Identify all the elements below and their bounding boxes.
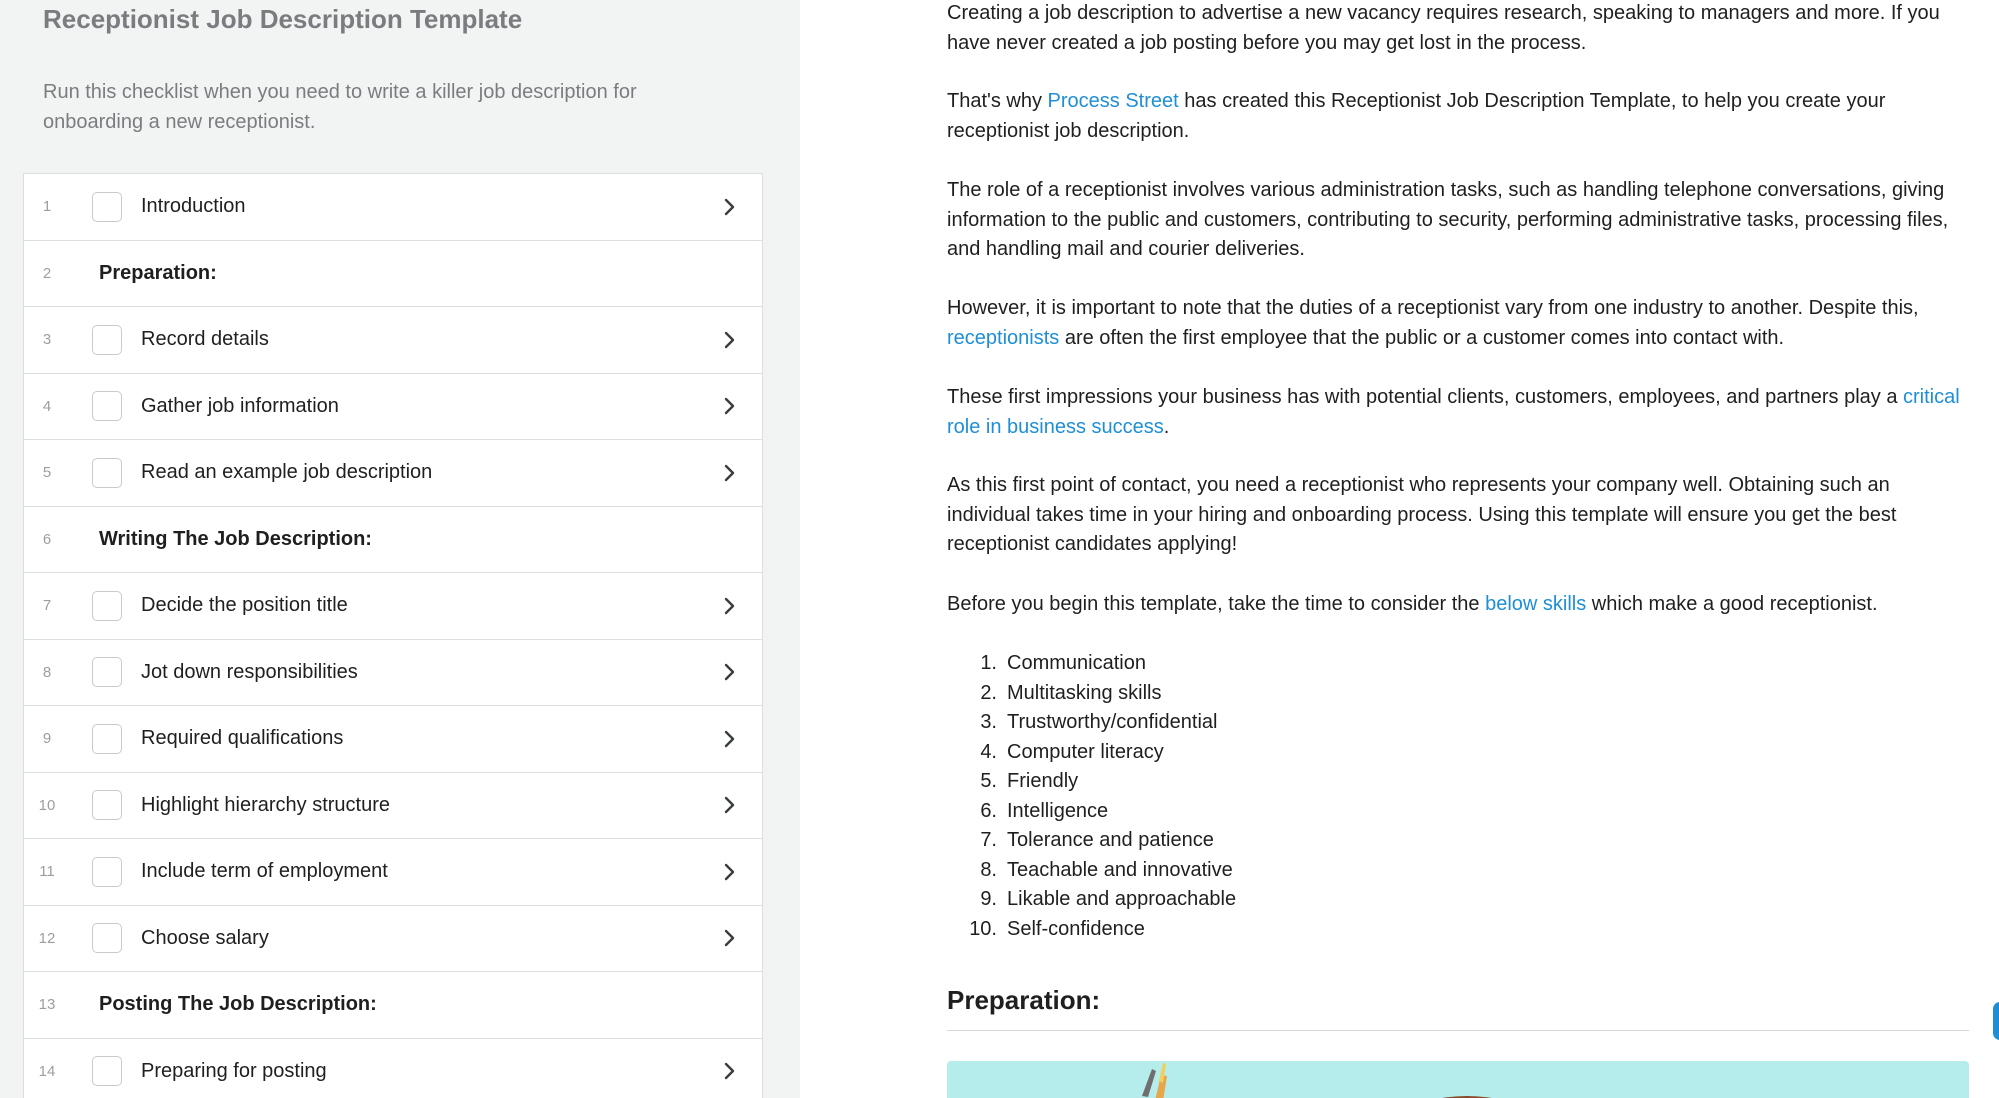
task-section-heading[interactable] — [24, 241, 762, 308]
chevron-right-icon[interactable] — [718, 927, 740, 949]
chevron-right-icon[interactable] — [718, 728, 740, 750]
task-label: Choose salary — [141, 926, 269, 949]
skill-item — [947, 708, 1236, 738]
skill-label: Intelligence — [1007, 799, 1109, 822]
task-label: Introduction — [141, 195, 246, 218]
task-checkbox[interactable] — [92, 1056, 122, 1086]
skill-number: 7. — [980, 829, 997, 851]
below-skills-link[interactable]: below skills — [1485, 593, 1587, 615]
skill-label: Self-confidence — [1007, 917, 1145, 940]
chevron-right-icon[interactable] — [718, 794, 740, 816]
task-row[interactable] — [24, 440, 762, 507]
text-span: which make a good receptionist. — [1586, 593, 1878, 615]
task-checkbox[interactable] — [92, 790, 122, 820]
task-label: Jot down responsibilities — [141, 660, 358, 683]
skill-item — [947, 826, 1236, 856]
section-heading-label: Writing The Job Description: — [99, 527, 372, 550]
task-row[interactable] — [24, 374, 762, 441]
checklist-sidebar — [0, 0, 800, 1098]
task-label: Decide the position title — [141, 594, 348, 617]
critical-role-link[interactable]: critical role in business success — [947, 386, 1960, 438]
skill-label: Multitasking skills — [1007, 681, 1162, 704]
checklist-title: Receptionist Job Description Template — [43, 4, 523, 34]
section-heading: Preparation: — [947, 985, 1101, 1015]
skill-number: 4. — [980, 740, 997, 763]
skill-label: Teachable and innovative — [1007, 858, 1233, 881]
task-number: 9 — [42, 730, 52, 748]
skill-label: Friendly — [1007, 770, 1079, 792]
skill-number: 5. — [980, 770, 997, 792]
task-checkbox[interactable] — [92, 325, 122, 355]
text-span: are often the first employee that the public or a customer comes into contact with. — [1059, 326, 1785, 349]
skill-number: 6. — [980, 799, 997, 822]
skills-list — [947, 649, 1236, 944]
chevron-right-icon[interactable] — [718, 1060, 740, 1082]
task-row[interactable] — [24, 307, 762, 374]
skill-item — [947, 797, 1236, 827]
text-span: These first impressions your business has with potential clients, customers, employees, and partners play a — [947, 386, 1903, 408]
text-span: Before you begin this template, take the time to consider the — [947, 593, 1486, 615]
task-checkbox[interactable] — [92, 458, 122, 488]
task-section-heading[interactable] — [24, 972, 762, 1039]
task-number: 6 — [42, 530, 52, 548]
illustration-graphic — [947, 1061, 1969, 1098]
task-row[interactable] — [24, 906, 762, 973]
process-street-link[interactable]: Process Street — [1047, 90, 1179, 112]
intro-paragraph-6: As this first point of contact, you need a receptionist who represents your company well. Obtaining such an individual takes time in your hiring and onboarding process. Using this template will ensure you get the best receptionist candidates applying! — [947, 474, 1897, 555]
intro-paragraph-3: The role of a receptionist involves various administration tasks, such as handling telephone conversations, giving information to the public and customers, contributing to security, performing administrative tasks, processing files, and handling mail and courier deliveries. — [947, 179, 1949, 260]
text-span: However, it is important to note that the duties of a receptionist vary from one industry to another. Despite this, — [947, 297, 1919, 319]
task-row[interactable] — [24, 573, 762, 640]
task-number: 2 — [42, 264, 52, 282]
checklist-description: Run this checklist when you need to write a killer job description for onboarding a new receptionist. — [43, 81, 637, 133]
task-row[interactable] — [24, 706, 762, 773]
skill-item — [947, 767, 1236, 797]
task-number: 5 — [42, 464, 52, 482]
chevron-right-icon[interactable] — [718, 395, 740, 417]
task-label: Include term of employment — [141, 860, 388, 883]
skill-item — [947, 738, 1236, 768]
task-number: 4 — [42, 397, 52, 415]
intro-paragraph-4 — [947, 294, 1977, 353]
task-number: 1 — [42, 198, 52, 216]
task-number: 14 — [38, 1062, 56, 1080]
task-row[interactable] — [24, 839, 762, 906]
chevron-right-icon[interactable] — [718, 462, 740, 484]
skill-number: 1. — [980, 652, 997, 674]
task-label: Required qualifications — [141, 727, 344, 750]
chevron-right-icon[interactable] — [718, 861, 740, 883]
task-row[interactable] — [24, 640, 762, 707]
skill-number: 10. — [969, 917, 997, 940]
task-checkbox[interactable] — [92, 591, 122, 621]
task-label: Read an example job description — [141, 461, 433, 484]
task-checkbox[interactable] — [92, 192, 122, 222]
task-checkbox[interactable] — [92, 657, 122, 687]
skill-label: Tolerance and patience — [1007, 829, 1214, 851]
task-row[interactable] — [24, 773, 762, 840]
skill-item — [947, 679, 1236, 709]
section-heading-label: Preparation: — [99, 261, 217, 284]
skill-number: 3. — [980, 711, 997, 733]
task-number: 11 — [39, 863, 55, 881]
task-label: Highlight hierarchy structure — [141, 793, 390, 816]
intro-paragraph-5 — [947, 383, 1969, 442]
task-section-heading[interactable] — [24, 507, 762, 574]
task-number: 8 — [42, 663, 52, 681]
task-number: 3 — [42, 331, 52, 349]
task-label: Gather job information — [141, 394, 339, 417]
task-row[interactable] — [24, 174, 762, 241]
task-checkbox[interactable] — [92, 724, 122, 754]
skill-label: Communication — [1007, 652, 1146, 674]
skill-item — [947, 885, 1236, 915]
chevron-right-icon[interactable] — [718, 196, 740, 218]
skill-label: Likable and approachable — [1007, 888, 1237, 910]
task-number: 7 — [42, 597, 52, 615]
skill-number: 9. — [980, 888, 997, 910]
intro-paragraph-1: Creating a job description to advertise a new vacancy requires research, speaking to managers and more. If you have never created a job posting before you may get lost in the process. — [947, 2, 1940, 54]
intro-paragraph-7 — [947, 590, 1969, 620]
task-label: Record details — [141, 328, 269, 351]
task-checkbox[interactable] — [92, 391, 122, 421]
skill-item — [947, 915, 1236, 945]
chevron-right-icon[interactable] — [718, 329, 740, 351]
chevron-right-icon[interactable] — [718, 661, 740, 683]
task-content — [947, 0, 1969, 1098]
skill-number: 8. — [980, 858, 997, 881]
task-number: 10 — [38, 796, 56, 814]
text-span: . — [1163, 415, 1170, 438]
task-number: 13 — [38, 996, 56, 1014]
receptionists-link[interactable]: receptionists — [947, 326, 1060, 349]
task-checkbox[interactable] — [92, 923, 122, 953]
skill-label: Trustworthy/confidential — [1007, 711, 1218, 733]
intro-paragraph-2 — [947, 87, 1969, 146]
section-divider — [947, 1030, 1969, 1031]
skill-item — [947, 856, 1236, 886]
task-list — [23, 173, 763, 1098]
preparation-illustration — [947, 1061, 1969, 1098]
task-number: 12 — [38, 929, 56, 947]
skill-label: Computer literacy — [1007, 740, 1164, 763]
task-row[interactable] — [24, 1039, 762, 1098]
text-span: That's why — [947, 90, 1048, 112]
skill-item — [947, 649, 1236, 679]
chevron-right-icon[interactable] — [718, 595, 740, 617]
skill-number: 2. — [980, 681, 997, 704]
task-checkbox[interactable] — [92, 857, 122, 887]
task-label: Preparing for posting — [141, 1059, 327, 1082]
section-heading-label: Posting The Job Description: — [99, 993, 377, 1016]
text-span: has created this Receptionist Job Description Template, to help you create your receptionist job description. — [947, 90, 1886, 142]
help-tab[interactable] — [1993, 1002, 1999, 1040]
